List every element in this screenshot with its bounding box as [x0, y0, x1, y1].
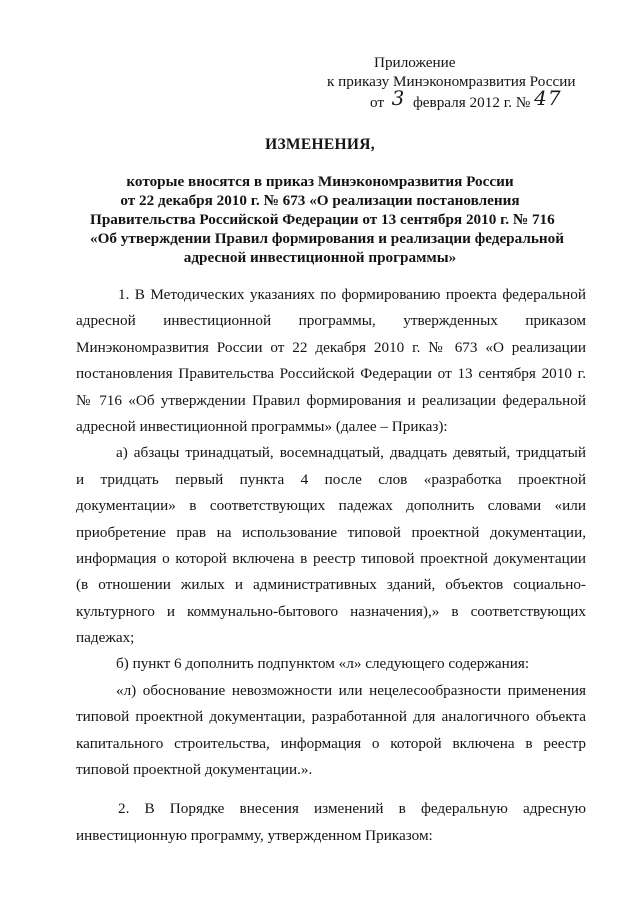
paragraph-line: № 716 «Об утверждении Правил формирования и реализации федеральной [76, 391, 586, 409]
paragraph-gap [76, 783, 586, 796]
paragraph-line: падежах; [76, 629, 135, 647]
appendix-date-prefix: от [370, 94, 385, 111]
section-1-paragraph [76, 282, 586, 440]
paragraph-line: инвестиционную программу, утвержденном Приказом: [76, 826, 433, 844]
paragraph-line: капитального строительства, информация о которой включена в реестр [76, 734, 586, 752]
subtitle-line: Правительства Российской Федерации от 13 сентября 2010 г. № 716 [90, 211, 555, 228]
subtitle-line: которые вносятся в приказ Минэкономразвития России [126, 173, 514, 190]
appendix-label: Приложение [374, 54, 456, 71]
document-subtitle [90, 172, 565, 267]
appendix-date-line [370, 86, 614, 112]
paragraph-line: Минэкономразвития России от 22 декабря 2010 г. № 673 «О реализации [76, 338, 586, 356]
appendix-header [327, 53, 614, 112]
paragraph-line: типовой проектной документации, разработанной для аналогичного объекта [76, 708, 586, 726]
paragraph-line: а) абзацы тринадцатый, восемнадцатый, двадцать девятый, тридцатый [116, 444, 586, 462]
paragraph-line: культурного и коммунально-бытового назначения),» в соответствующих [76, 602, 586, 620]
handwritten-day: 3 [391, 86, 406, 110]
paragraph-line: (в отношении жилых и административных зданий, объектов социально- [76, 576, 586, 594]
paragraph-line: адресной инвестиционной программы, утвержденных приказом [76, 312, 586, 330]
appendix-order-ref: к приказу Минэкономразвития России [327, 73, 576, 90]
paragraph-line: и тридцать первый пункта 4 после слов «разработка проектной [76, 470, 586, 488]
paragraph-line: 2. В Порядке внесения изменений в федеральную адресную [118, 800, 586, 818]
paragraph-line: б) пункт 6 дополнить подпунктом «л» следующего содержания: [116, 655, 530, 673]
paragraph-line: типовой проектной документации.». [76, 761, 313, 779]
paragraph-line: документации» в соответствующих падежах дополнить словами «или [76, 497, 586, 515]
appendix-date-middle: февраля 2012 г. № [412, 94, 531, 111]
section-2-paragraph [76, 796, 586, 849]
handwritten-number: 47 [534, 86, 562, 110]
item-a-paragraph [76, 440, 586, 651]
subtitle-line: адресной инвестиционной программы» [183, 249, 457, 266]
body-text [76, 282, 586, 849]
document-title: ИЗМЕНЕНИЯ, [265, 136, 375, 153]
subtitle-line: от 22 декабря 2010 г. № 673 «О реализации постановления [120, 192, 520, 209]
item-b-paragraph [76, 651, 586, 677]
paragraph-line: 1. В Методических указаниях по формированию проекта федеральной [118, 286, 586, 303]
paragraph-line: постановления Правительства Российской Федерации от 13 сентября 2010 г. [76, 365, 586, 383]
item-l-paragraph [76, 678, 586, 784]
subtitle-line: «Об утверждении Правил формирования и реализации федеральной [90, 230, 565, 247]
paragraph-line: приобретение прав на использование типовой проектной документации, [76, 523, 586, 541]
paragraph-line: адресной инвестиционной программы» (далее – Приказ): [76, 417, 448, 435]
paragraph-line: «л) обоснование невозможности или нецелесообразности применения [116, 681, 586, 699]
paragraph-line: информация о которой включена в реестр типовой проектной документации [76, 549, 586, 567]
